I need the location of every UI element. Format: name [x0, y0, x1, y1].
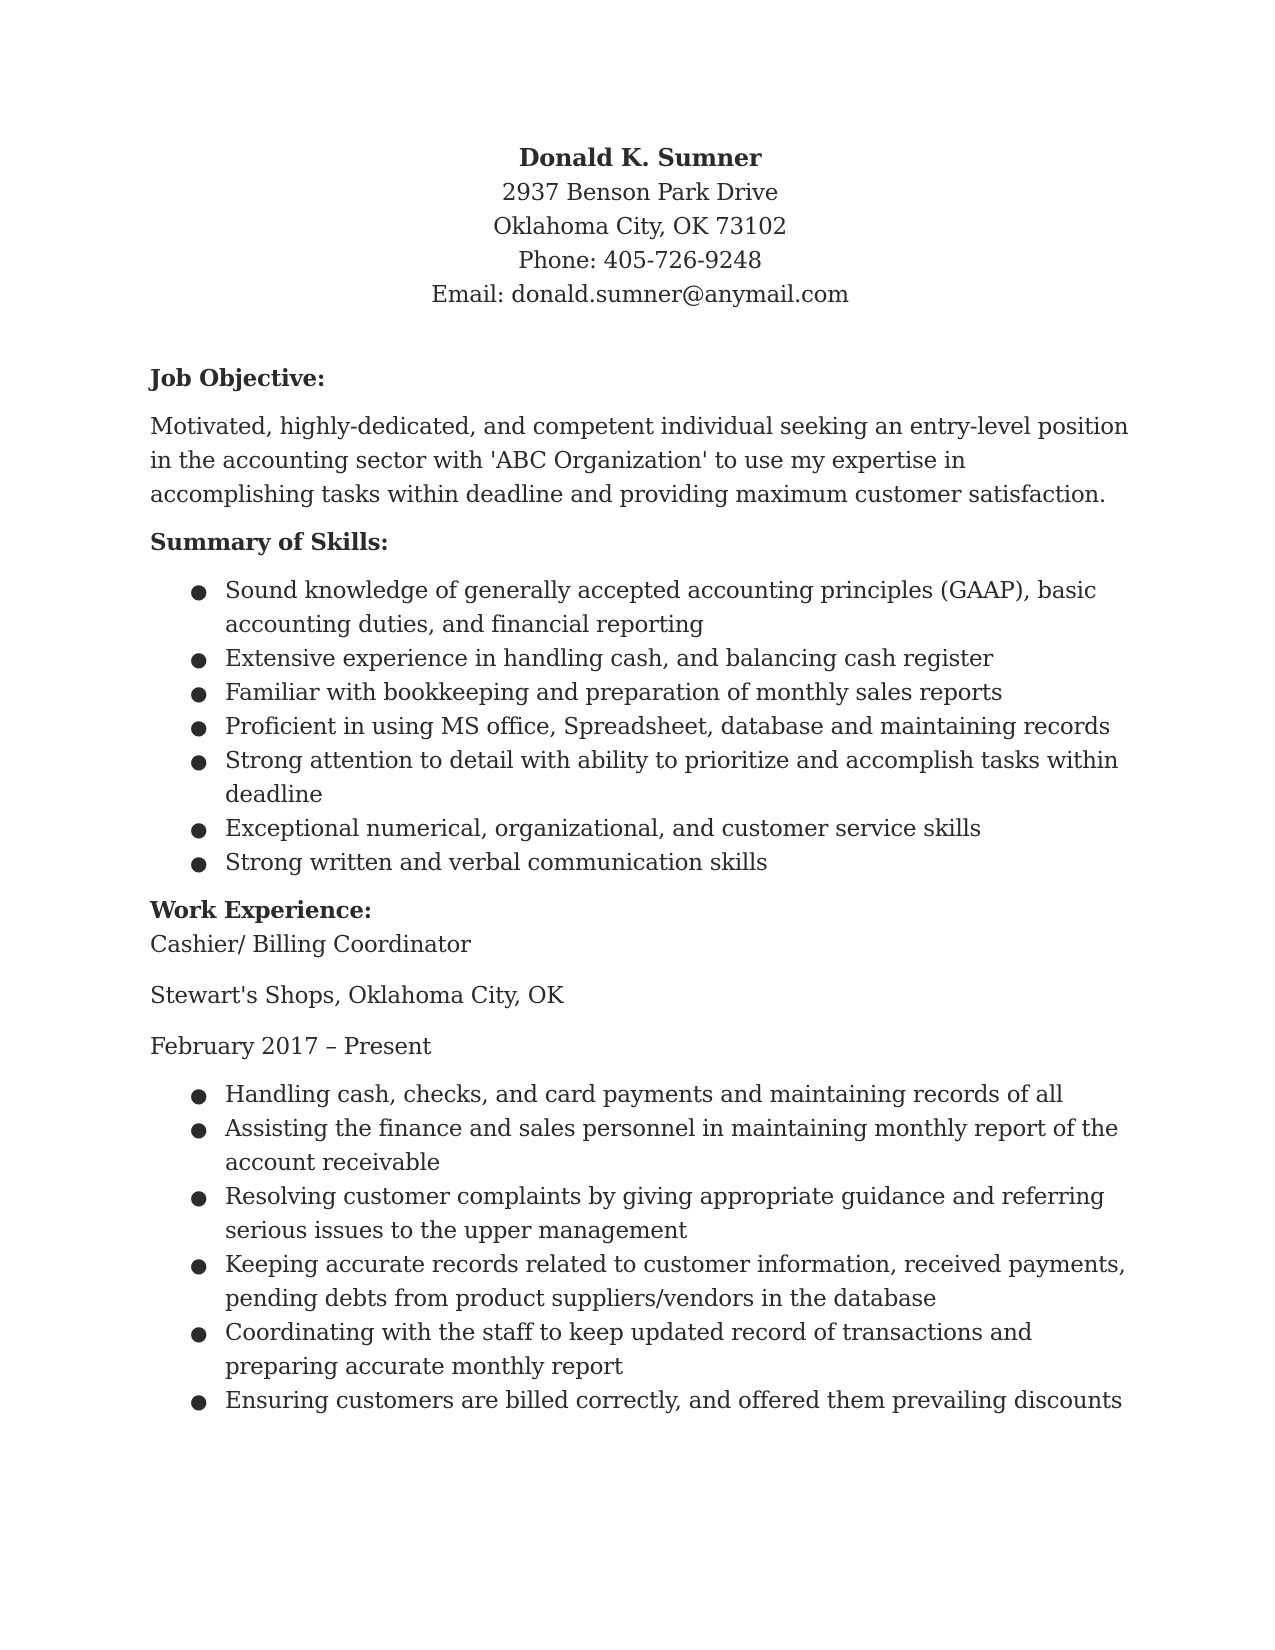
bullet-icon: ●	[190, 715, 208, 739]
bullet-icon: ●	[190, 1321, 208, 1345]
duty-text: Handling cash, checks, and card payments and maintaining records of all	[225, 1082, 1063, 1108]
job-title: Cashier/ Billing Coordinator	[150, 932, 471, 958]
bullet-icon: ●	[190, 851, 208, 875]
candidate-name: Donald K. Sumner	[518, 143, 762, 172]
bullet-icon: ●	[190, 1185, 208, 1209]
list-item	[150, 676, 1130, 710]
phone-number: Phone: 405-726-9248	[518, 248, 762, 274]
duty-text: Assisting the finance and sales personnel in maintaining monthly report of the account receivable	[225, 1116, 1119, 1176]
company-name: Stewart's Shops, Oklahoma City, OK	[150, 983, 564, 1009]
objective-text: Motivated, highly-dedicated, and competent individual seeking an entry-level position in the accounting sector with 'ABC Organization' to use my expertise in accomplishing tasks within deadline and providing maximum customer satisfaction.	[150, 414, 1129, 508]
resume-content	[150, 140, 1130, 1432]
bullet-icon: ●	[190, 1389, 208, 1413]
objective-section	[150, 362, 1130, 512]
skill-text: Strong written and verbal communication skills	[225, 850, 768, 876]
resume-header	[150, 140, 1130, 312]
duties-list	[150, 1078, 1130, 1418]
bullet-icon: ●	[190, 1253, 208, 1277]
duty-text: Ensuring customers are billed correctly, and offered them prevailing discounts	[225, 1388, 1123, 1414]
list-item	[150, 744, 1130, 812]
duty-text: Keeping accurate records related to customer information, received payments, pending debts from product suppliers/vendors in the database	[225, 1252, 1126, 1312]
list-item	[150, 812, 1130, 846]
skills-heading: Summary of Skills:	[150, 529, 389, 556]
skills-section	[150, 526, 1130, 880]
list-item	[150, 1112, 1130, 1180]
bullet-icon: ●	[190, 817, 208, 841]
bullet-icon: ●	[190, 647, 208, 671]
list-item	[150, 1180, 1130, 1248]
bullet-icon: ●	[190, 749, 208, 773]
skills-list	[150, 574, 1130, 880]
skill-text: Strong attention to detail with ability to prioritize and accomplish tasks within deadline	[225, 748, 1119, 808]
employment-dates: February 2017 – Present	[150, 1034, 432, 1060]
duty-text: Resolving customer complaints by giving appropriate guidance and referring serious issues to the upper management	[225, 1184, 1105, 1244]
list-item	[150, 1248, 1130, 1316]
list-item	[150, 642, 1130, 676]
list-item	[150, 1384, 1130, 1418]
skill-text: Proficient in using MS office, Spreadsheet, database and maintaining records	[225, 714, 1111, 740]
list-item	[150, 846, 1130, 880]
experience-section	[150, 894, 1130, 1418]
objective-heading: Job Objective:	[150, 365, 326, 392]
list-item	[150, 710, 1130, 744]
list-item	[150, 1316, 1130, 1384]
address-line-2: Oklahoma City, OK 73102	[493, 214, 787, 240]
bullet-icon: ●	[190, 1083, 208, 1107]
address-line-1: 2937 Benson Park Drive	[501, 180, 779, 206]
list-item	[150, 574, 1130, 642]
email-address: Email: donald.sumner@anymail.com	[431, 282, 849, 308]
experience-heading: Work Experience:	[150, 897, 372, 924]
list-item	[150, 1078, 1130, 1112]
bullet-icon: ●	[190, 1117, 208, 1141]
duty-text: Coordinating with the staff to keep updated record of transactions and preparing accurate monthly report	[225, 1320, 1033, 1380]
skill-text: Familiar with bookkeeping and preparation of monthly sales reports	[225, 680, 1003, 706]
bullet-icon: ●	[190, 681, 208, 705]
skill-text: Extensive experience in handling cash, and balancing cash register	[225, 646, 993, 672]
skill-text: Sound knowledge of generally accepted accounting principles (GAAP), basic accounting duties, and financial reporting	[225, 578, 1097, 638]
bullet-icon: ●	[190, 579, 208, 603]
skill-text: Exceptional numerical, organizational, and customer service skills	[225, 816, 982, 842]
